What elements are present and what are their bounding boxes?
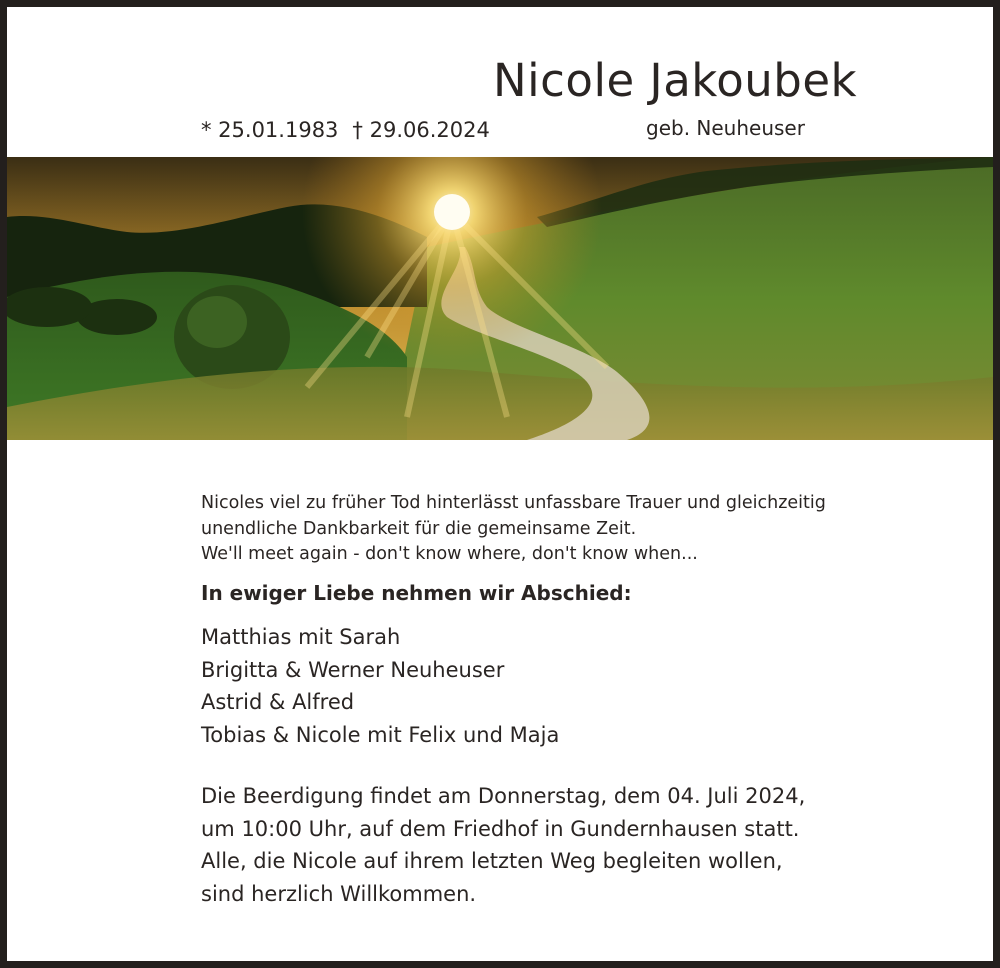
life-dates: [201, 120, 490, 141]
funeral-line: um 10:00 Uhr, auf dem Friedhof in Gundernhausen statt.: [201, 816, 800, 841]
intro-text: [201, 491, 826, 568]
intro-line: We'll meet again - don't know where, don't know when...: [201, 544, 698, 564]
maiden-name: geb. Neuheuser: [646, 116, 805, 140]
funeral-info: [201, 780, 805, 910]
mourner-entry: Tobias & Nicole mit Felix und Maja: [201, 722, 560, 747]
birth-date: * 25.01.1983: [201, 118, 339, 142]
funeral-line: sind herzlich Willkommen.: [201, 881, 477, 906]
funeral-line: Die Beerdigung findet am Donnerstag, dem 04. Juli 2024,: [201, 784, 806, 808]
funeral-line: Alle, die Nicole auf ihrem letzten Weg begleiten wollen,: [201, 849, 783, 873]
mourners-list: [201, 621, 559, 751]
intro-line: unendliche Dankbarkeit für die gemeinsame Zeit.: [201, 518, 637, 539]
death-date: † 29.06.2024: [352, 118, 490, 142]
mourner-entry: Brigitta & Werner Neuheuser: [201, 657, 505, 682]
mourner-entry: Matthias mit Sarah: [201, 625, 401, 649]
mourner-entry: Astrid & Alfred: [201, 690, 355, 714]
landscape-photo: [7, 157, 993, 440]
intro-line: Nicoles viel zu früher Tod hinterlässt unfassbare Trauer und gleichzeitig: [201, 493, 826, 513]
deceased-name: Nicole Jakoubek: [493, 54, 858, 107]
farewell-heading: In ewiger Liebe nehmen wir Abschied:: [201, 581, 632, 605]
